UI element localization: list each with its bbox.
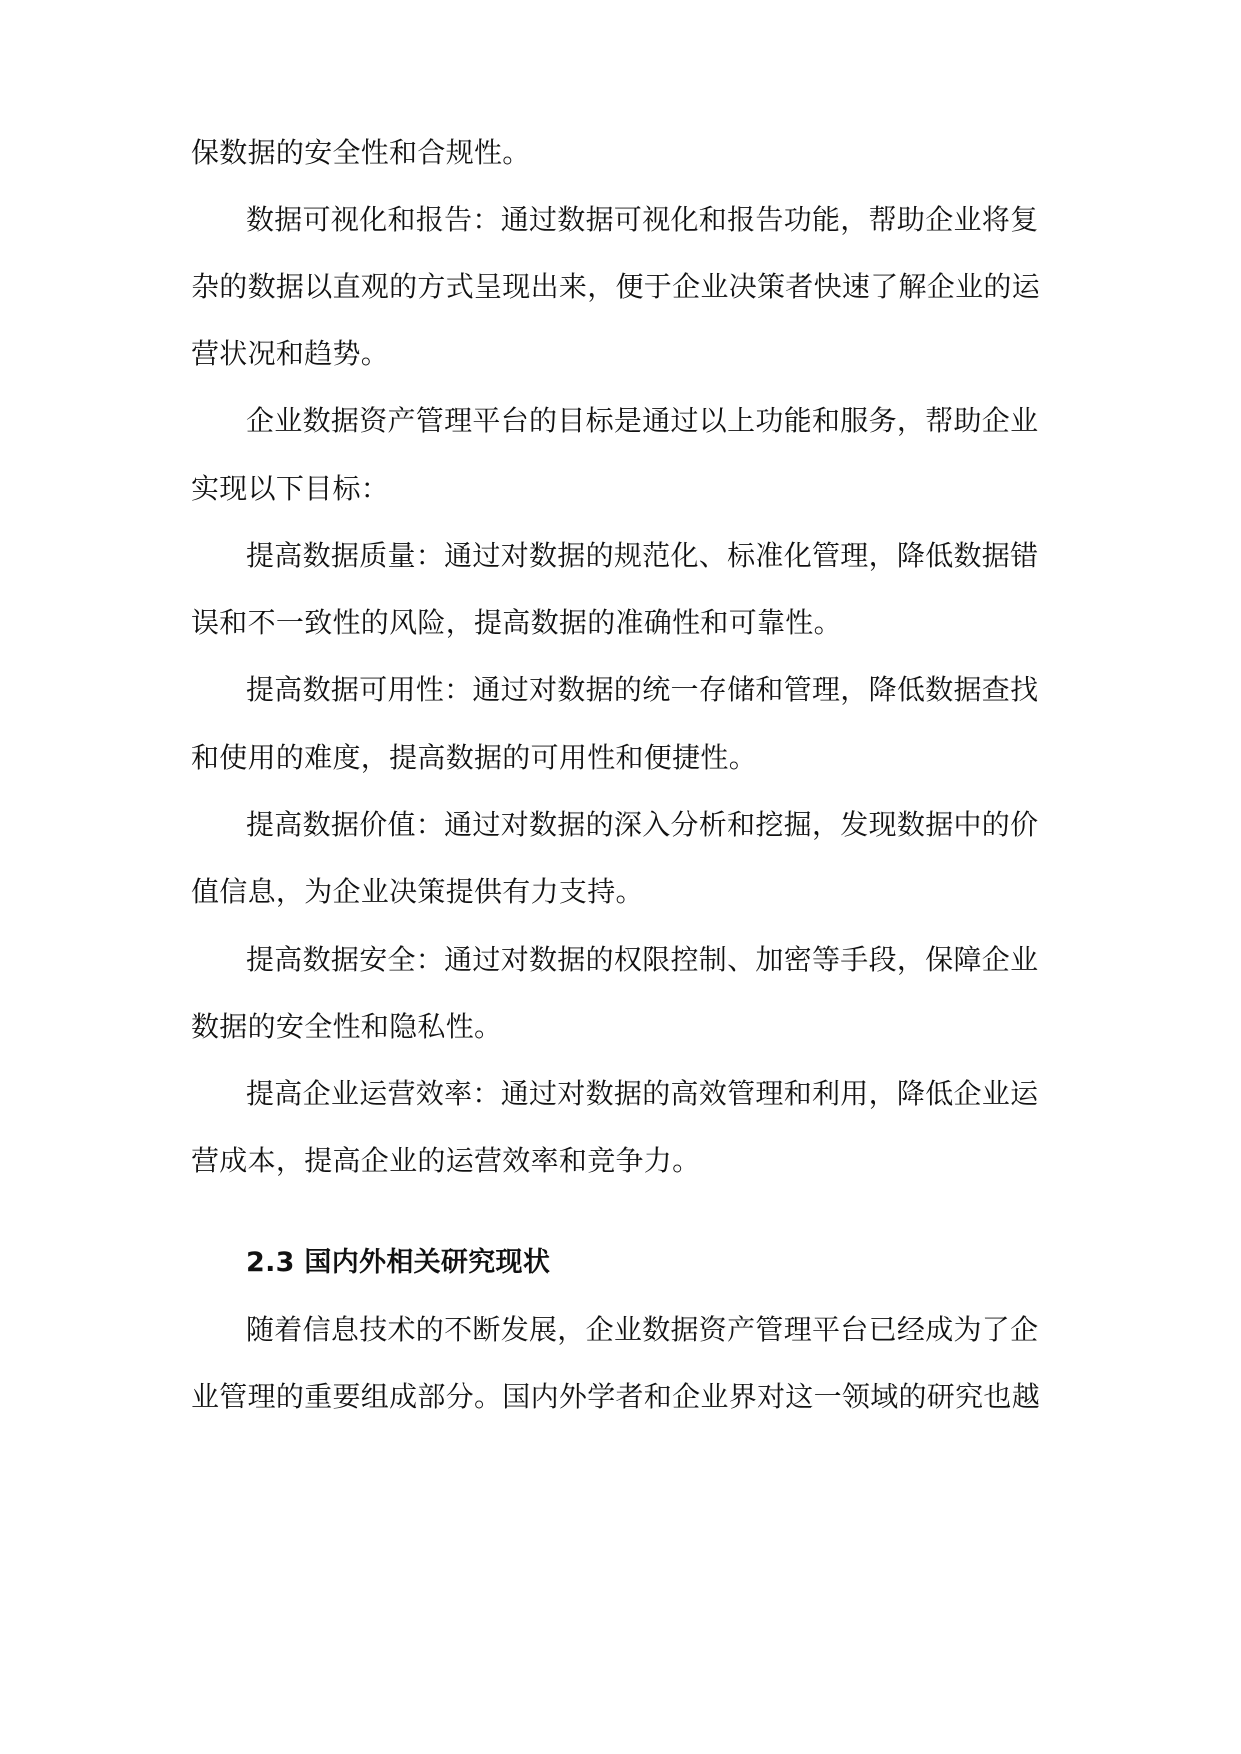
body-text-line: 营成本，提高企业的运营效率和竞争力。 (191, 1144, 701, 1177)
paragraph-data-visualization: 数据可视化和报告：通过数据可视化和报告功能，帮助企业将复 (246, 203, 1039, 236)
paragraph-data-value: 提高数据价值：通过对数据的深入分析和挖掘，发现数据中的价 (246, 808, 1039, 841)
body-text-line: 数据的安全性和隐私性。 (191, 1010, 503, 1043)
body-text-line: 营状况和趋势。 (191, 337, 390, 370)
paragraph-platform-goals: 企业数据资产管理平台的目标是通过以上功能和服务，帮助企业 (246, 404, 1039, 437)
paragraph-research-status: 随着信息技术的不断发展，企业数据资产管理平台已经成为了企 (246, 1313, 1039, 1346)
paragraph-data-usability: 提高数据可用性：通过对数据的统一存储和管理，降低数据查找 (246, 673, 1039, 706)
paragraph-operation-efficiency: 提高企业运营效率：通过对数据的高效管理和利用，降低企业运 (246, 1077, 1039, 1110)
body-text-line: 和使用的难度，提高数据的可用性和便捷性。 (191, 741, 758, 774)
section-heading: 2.3 国内外相关研究现状 (246, 1247, 551, 1278)
paragraph-data-security: 提高数据安全：通过对数据的权限控制、加密等手段，保障企业 (246, 943, 1039, 976)
body-text-line: 值信息，为企业决策提供有力支持。 (191, 875, 644, 908)
body-text-line: 误和不一致性的风险，提高数据的准确性和可靠性。 (191, 606, 842, 639)
paragraph-data-quality: 提高数据质量：通过对数据的规范化、标准化管理，降低数据错 (246, 539, 1039, 572)
body-text-line: 杂的数据以直观的方式呈现出来，便于企业决策者快速了解企业的运 (191, 270, 1041, 303)
body-text-line: 保数据的安全性和合规性。 (191, 136, 531, 169)
body-text-line: 实现以下目标： (191, 472, 390, 505)
body-text-line: 业管理的重要组成部分。国内外学者和企业界对这一领域的研究也越 (191, 1380, 1041, 1413)
